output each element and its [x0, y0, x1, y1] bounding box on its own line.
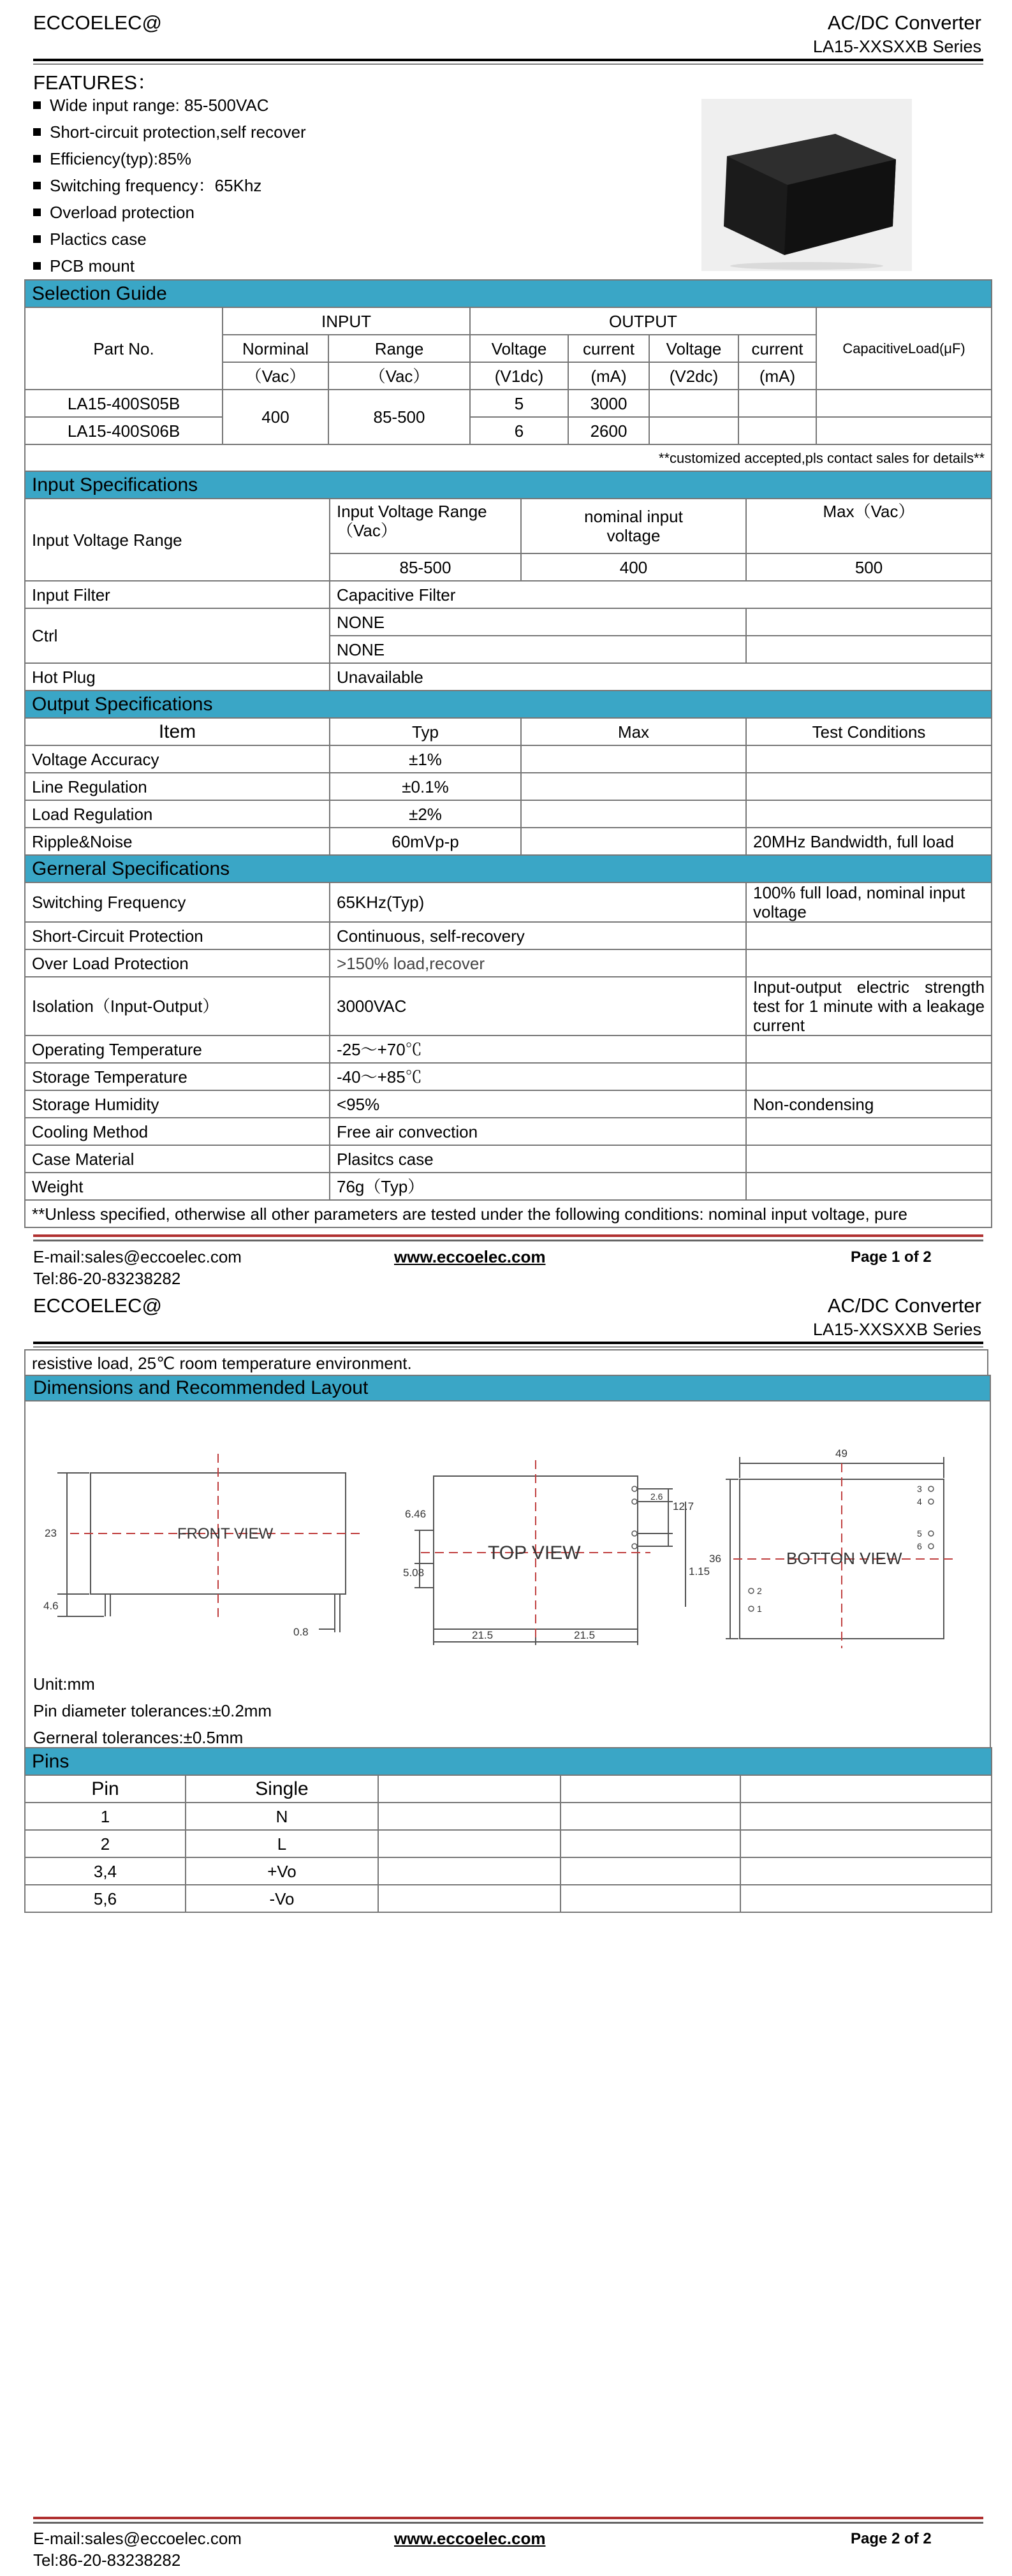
ivr-label: Input Voltage Range — [25, 499, 330, 581]
hot-plug-value: Unavailable — [330, 663, 992, 691]
doc-series: LA15-XXSXXB Series — [812, 1320, 981, 1339]
footer-url-link[interactable]: www.eccoelec.com — [394, 1247, 546, 1266]
input-spec-title: Input Specifications — [25, 471, 992, 499]
dim-5-08: 5.08 — [403, 1567, 425, 1579]
table-row: Voltage Accuracy ±1% — [25, 745, 992, 773]
feature-item: Overload protection — [33, 199, 306, 226]
pin-4-label: 4 — [917, 1497, 922, 1507]
spec-table — [24, 471, 992, 1228]
top-view-label: TOP VIEW — [488, 1542, 581, 1563]
ivr-col3: Max（Vac） — [746, 499, 992, 553]
doc-title: AC/DC Converter — [827, 1294, 981, 1317]
c1-unit: (mA) — [568, 362, 649, 390]
v2-unit: (V2dc) — [649, 362, 738, 390]
brand-name: ECCOELEC@ — [33, 11, 163, 34]
table-row: Operating Temperature -25～+70℃ — [25, 1036, 992, 1063]
feature-item: PCB mount — [33, 252, 306, 279]
table-row: Over Load Protection >150% load,recover — [25, 949, 992, 977]
range-unit: （Vac） — [328, 362, 470, 390]
nominal-unit: （Vac） — [223, 362, 328, 390]
table-row: 5,6 -Vo — [25, 1885, 992, 1912]
features-list — [33, 92, 306, 279]
v1-unit: (V1dc) — [470, 362, 568, 390]
footer-rule-grey — [33, 1240, 983, 1241]
input-filter-label: Input Filter — [25, 581, 330, 608]
single-header: Single — [186, 1775, 378, 1803]
ivr-col2: nominal input voltage — [521, 499, 746, 553]
table-row: Isolation（Input-Output） 3000VAC Input-output electric strength test for 1 minute with a leakage current — [25, 977, 992, 1036]
footer-page-number: Page 2 of 2 — [851, 2530, 932, 2547]
table-row: Load Regulation ±2% — [25, 800, 992, 828]
dim-1-15: 1.15 — [689, 1565, 710, 1577]
bullet-icon — [33, 182, 41, 189]
table-row: LA15-400S06B 6 2600 — [25, 417, 992, 444]
dim-23: 23 — [45, 1527, 57, 1539]
bullet-icon — [33, 209, 41, 216]
table-row: Storage Temperature -40～+85℃ — [25, 1063, 992, 1090]
hot-plug-label: Hot Plug — [25, 663, 330, 691]
dim-4-6: 4.6 — [43, 1600, 59, 1612]
footer-page-number: Page 1 of 2 — [851, 1248, 932, 1266]
bullet-icon — [33, 101, 41, 109]
footer-tel: Tel:86-20-83238282 — [33, 2550, 181, 2570]
feature-item: Short-circuit protection,self recover — [33, 119, 306, 145]
ivr-val3: 500 — [746, 553, 992, 581]
general-spec-title: Gerneral Specifications — [25, 855, 992, 882]
input-filter-value: Capacitive Filter — [330, 581, 992, 608]
bullet-icon — [33, 128, 41, 136]
pin-5-label: 5 — [917, 1528, 922, 1539]
ctrl-value-1: NONE — [330, 608, 746, 636]
c2-header: current — [738, 335, 816, 362]
dim-36: 36 — [709, 1553, 721, 1565]
v2-header: Voltage — [649, 335, 738, 362]
header-rule — [33, 59, 983, 61]
pin-3-label: 3 — [917, 1484, 922, 1494]
dim-6-46: 6.46 — [405, 1508, 427, 1520]
footer-tel: Tel:86-20-83238282 — [33, 1269, 181, 1288]
table-row: 1 N — [25, 1803, 992, 1830]
table-row: Short-Circuit Protection Continuous, self-recovery — [25, 922, 992, 949]
product-image — [701, 99, 912, 271]
table-row: LA15-400S05B 400 85-500 5 3000 — [25, 390, 992, 417]
bottom-view-label: BOTTON VIEW — [786, 1549, 902, 1568]
footer-rule-grey — [33, 2522, 983, 2524]
dim-49: 49 — [835, 1447, 847, 1460]
dim-0-8: 0.8 — [293, 1626, 309, 1638]
dimensions-title: Dimensions and Recommended Layout — [24, 1375, 991, 1401]
selection-guide-table — [24, 279, 992, 472]
nominal-header: Norminal — [223, 335, 328, 362]
table-row: Weight 76g（Typ） — [25, 1173, 992, 1200]
feature-item: Switching frequency：65Khz — [33, 172, 306, 199]
features-title: FEATURES： — [33, 71, 158, 94]
pin-2-label: 2 — [757, 1586, 762, 1596]
bullet-icon — [33, 262, 41, 270]
condition-note-continued: resistive load, 25℃ room temperature environment. — [24, 1349, 988, 1375]
table-row: Ripple&Noise 60mVp-p 20MHz Bandwidth, full load — [25, 828, 992, 855]
customized-note: **customized accepted,pls contact sales for details** — [25, 444, 992, 472]
front-view-label: FRONT VIEW — [177, 1525, 274, 1542]
pins-table — [24, 1747, 992, 1913]
unit-note: Unit:mm — [33, 1674, 95, 1694]
selection-guide-title: Selection Guide — [25, 280, 992, 307]
table-row: Switching Frequency 65KHz(Typ) 100% full load, nominal input voltage — [25, 882, 992, 922]
footer-rule-red — [33, 1234, 983, 1237]
table-row: Cooling Method Free air convection — [25, 1118, 992, 1145]
product-photo — [701, 99, 912, 271]
v1-header: Voltage — [470, 335, 568, 362]
table-row: Storage Humidity <95% Non-condensing — [25, 1090, 992, 1118]
footer-url-link[interactable]: www.eccoelec.com — [394, 2529, 546, 2548]
nominal-value: 400 — [223, 390, 328, 444]
footer-email: E-mail:sales@eccoelec.com — [33, 2529, 242, 2548]
c1-header: current — [568, 335, 649, 362]
dim-21-5-a: 21.5 — [472, 1629, 494, 1641]
typ-header: Typ — [330, 718, 521, 745]
pin-6-label: 6 — [917, 1541, 922, 1551]
range-value: 85-500 — [328, 390, 470, 444]
footer-email: E-mail:sales@eccoelec.com — [33, 1247, 242, 1266]
table-row: 3,4 +Vo — [25, 1857, 992, 1885]
doc-title: AC/DC Converter — [827, 11, 981, 34]
doc-series: LA15-XXSXXB Series — [812, 37, 981, 56]
output-header: OUTPUT — [470, 307, 816, 335]
pin-tolerance-note: Pin diameter tolerances:±0.2mm — [33, 1701, 272, 1720]
test-header: Test Conditions — [746, 718, 992, 745]
ctrl-label: Ctrl — [25, 608, 330, 663]
dim-12-7: 12.7 — [673, 1500, 694, 1512]
feature-item: Plactics case — [33, 226, 306, 252]
condition-note: **Unless specified, otherwise all other parameters are tested under the following conditions: nominal input voltage, pure — [25, 1200, 992, 1227]
feature-item: Wide input range: 85-500VAC — [33, 92, 306, 119]
pins-title: Pins — [25, 1748, 992, 1775]
ivr-val1: 85-500 — [330, 553, 521, 581]
item-header: Item — [25, 718, 330, 745]
general-tolerance-note: Gerneral tolerances:±0.5mm — [33, 1728, 244, 1747]
ctrl-value-2: NONE — [330, 636, 746, 663]
dim-21-5-b: 21.5 — [574, 1629, 596, 1641]
brand-name: ECCOELEC@ — [33, 1294, 163, 1317]
feature-item: Efficiency(typ):85% — [33, 145, 306, 172]
bullet-icon — [33, 235, 41, 243]
ivr-val2: 400 — [521, 553, 746, 581]
bullet-icon — [33, 155, 41, 163]
capacitive-load-header: CapacitiveLoad(μF) — [816, 307, 992, 390]
max-header: Max — [521, 718, 746, 745]
ivr-col1: Input Voltage Range（Vac） — [330, 499, 521, 553]
dimension-drawing — [38, 1428, 988, 1658]
c2-unit: (mA) — [738, 362, 816, 390]
footer-rule-red — [33, 2517, 983, 2519]
part-no-header: Part No. — [25, 307, 223, 390]
table-row: Line Regulation ±0.1% — [25, 773, 992, 800]
header-rule — [33, 1342, 983, 1344]
pin-header: Pin — [25, 1775, 186, 1803]
input-header: INPUT — [223, 307, 470, 335]
output-spec-title: Output Specifications — [25, 691, 992, 718]
table-row: 2 L — [25, 1830, 992, 1857]
dim-2-6: 2.6 — [650, 1491, 663, 1502]
range-header: Range — [328, 335, 470, 362]
table-row: Case Material Plasitcs case — [25, 1145, 992, 1173]
pin-1-label: 1 — [757, 1604, 762, 1614]
